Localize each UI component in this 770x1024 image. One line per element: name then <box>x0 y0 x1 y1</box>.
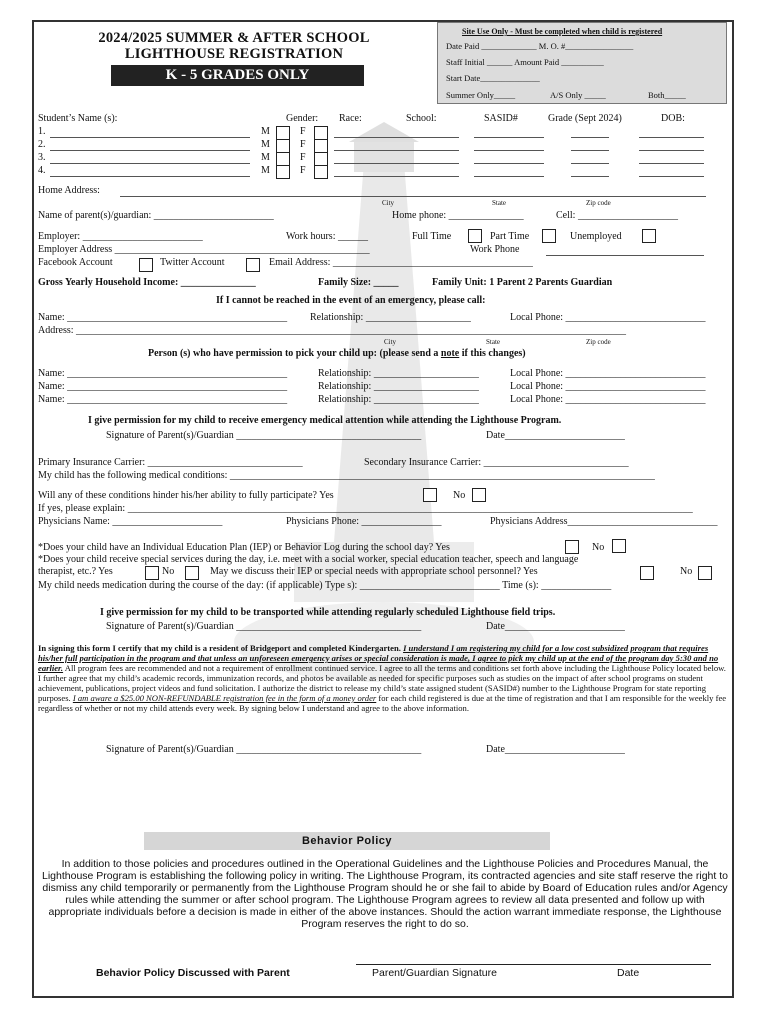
form-title-line2: LIGHTHOUSE REGISTRATION <box>124 46 344 62</box>
facebook-label: Facebook Account <box>38 257 113 268</box>
services-no-label: No <box>162 566 175 577</box>
pickup-name-field[interactable]: Name: ____________________________________________ <box>38 381 288 392</box>
male-checkbox[interactable] <box>276 139 290 153</box>
row-number: 2. <box>38 139 46 150</box>
female-label: F <box>300 165 306 176</box>
school-label: School: <box>406 113 437 124</box>
gender-label: Gender: <box>286 113 319 124</box>
dob-field[interactable] <box>639 176 704 177</box>
employer-field[interactable]: Employer: ________________________ <box>38 231 203 242</box>
student-name-field[interactable] <box>50 137 250 138</box>
transport-permission: I give permission for my child to be transported while attending regularly scheduled Lighthouse field trips. <box>100 607 556 618</box>
female-checkbox[interactable] <box>314 165 328 179</box>
sasid-field[interactable] <box>474 137 544 138</box>
emergency-address-field[interactable]: Address: ______________________________________________________________________________________________________________ <box>38 325 627 336</box>
dob-field[interactable] <box>639 163 704 164</box>
emergency-name-field[interactable]: Name: ____________________________________________ <box>38 312 288 323</box>
row-number: 3. <box>38 152 46 163</box>
summer-only-field[interactable]: Summer Only_____ <box>446 90 516 100</box>
services-no-checkbox[interactable] <box>185 566 199 580</box>
pickup-name-field[interactable]: Name: ____________________________________________ <box>38 394 288 405</box>
primary-insurance-field[interactable]: Primary Insurance Carrier: _______________________________ <box>38 457 303 468</box>
grade-field[interactable] <box>571 176 609 177</box>
grade-field[interactable] <box>571 163 609 164</box>
discuss-yes-checkbox[interactable] <box>640 566 654 580</box>
students-label: Student’s Name (s): <box>38 113 118 124</box>
grades-banner: K - 5 GRADES ONLY <box>111 65 364 86</box>
pickup-relationship-field[interactable]: Relationship: _____________________ <box>318 381 479 392</box>
city-caption: City <box>384 338 397 346</box>
site-use-box <box>437 22 727 104</box>
work-phone-label: Work Phone <box>470 244 520 255</box>
student-name-field[interactable] <box>50 176 250 177</box>
iep-no-label: No <box>592 542 605 553</box>
pickup-relationship-field[interactable]: Relationship: _____________________ <box>318 368 479 379</box>
sasid-field[interactable] <box>474 176 544 177</box>
unemployed-label: Unemployed <box>570 231 622 242</box>
female-checkbox[interactable] <box>314 152 328 166</box>
school-field[interactable] <box>334 150 459 151</box>
part-time-label: Part Time <box>490 231 530 242</box>
row-number: 1. <box>38 126 46 137</box>
start-date-field[interactable]: Start Date______________ <box>446 73 540 83</box>
full-time-checkbox[interactable] <box>468 229 482 243</box>
pickup-phone-field[interactable]: Local Phone: ____________________________ <box>510 381 706 392</box>
parent-signature-line[interactable] <box>356 964 711 965</box>
medical-conditions-field[interactable]: My child has the following medical conditions: _____________________________________________________________________________________ <box>38 470 655 481</box>
grade-label: Grade (Sept 2024) <box>548 113 622 124</box>
certification-paragraph: In signing this form I certify that my child is a resident of Bridgeport and completed Kindergarten. I understand I am registering my child for a low cost subsidized program that requires his/her full participation in the program and that unless an unforeseen emergency arises or special consideration is made, I agree to pick my child up at the end of the program day 5:30 and no earlier. All program fees are recommended and not a requirement of enrollment continued service. I agree to all the terms and conditions set forth above including the Lighthouse Policy located below. I further agree that my child’s academic records, immunization records, and photos be available as needed for specific purposes such as studies on the impact of after school programs on student achievement, publications, project videos and fund solicitation. I authorize the district to release my child’s state assigned student (SASID#) number to the Lighthouse Program for state reporting purposes. I am aware a $25.00 NON-REFUNDABLE registration fee in the form of a money order for each child registered is due at the time of registration and that I am responsible for the weekly fee regardless of whether or not my child attends every week. By signing below I understand and agree to the above information. <box>38 643 727 713</box>
row-number: 4. <box>38 165 46 176</box>
hinder-question: Will any of these conditions hinder his/her ability to fully participate? Yes <box>38 490 334 501</box>
medical-date-field[interactable]: Date________________________ <box>486 430 625 441</box>
iep-no-checkbox[interactable] <box>612 539 626 553</box>
dob-field[interactable] <box>639 137 704 138</box>
services-question: *Does your child receive special services during the day, i.e. meet with a social worker, special education teacher, speech and language <box>38 554 579 565</box>
explain-field[interactable]: If yes, please explain: _________________________________________________________________________________________________________________ <box>38 503 693 514</box>
grade-field[interactable] <box>571 137 609 138</box>
sasid-field[interactable] <box>474 150 544 151</box>
student-name-field[interactable] <box>50 150 250 151</box>
city-caption: City <box>382 199 395 207</box>
female-label: F <box>300 139 306 150</box>
parent-name-field[interactable]: Name of parent(s)/guardian: ________________________ <box>38 210 274 221</box>
state-caption: State <box>492 199 506 207</box>
dob-label: DOB: <box>661 113 685 124</box>
discuss-no-label: No <box>680 566 693 577</box>
grade-field[interactable] <box>571 150 609 151</box>
full-time-label: Full Time <box>412 231 452 242</box>
male-label: M <box>261 165 270 176</box>
registration-form <box>32 20 734 998</box>
twitter-checkbox[interactable] <box>246 258 260 272</box>
home-phone-field[interactable]: Home phone: _______________ <box>392 210 524 221</box>
email-field[interactable]: Email Address: ________________________________________ <box>269 257 533 268</box>
male-label: M <box>261 139 270 150</box>
pickup-phone-field[interactable]: Local Phone: ____________________________ <box>510 394 706 405</box>
race-label: Race: <box>339 113 362 124</box>
behavior-policy-heading: Behavior Policy <box>144 832 550 850</box>
medical-permission: I give permission for my child to receive emergency medical attention while attending the Lighthouse Program. <box>88 415 562 426</box>
female-checkbox[interactable] <box>314 139 328 153</box>
sasid-field[interactable] <box>474 163 544 164</box>
income-field[interactable]: Gross Yearly Household Income: _______________ <box>38 277 256 288</box>
part-time-checkbox[interactable] <box>542 229 556 243</box>
physician-address-field[interactable]: Physicians Address______________________________ <box>490 516 718 527</box>
family-unit-label: Family Unit: 1 Parent 2 Parents Guardian <box>432 277 613 288</box>
female-label: F <box>300 126 306 137</box>
transport-date-field[interactable]: Date________________________ <box>486 621 625 632</box>
twitter-label: Twitter Account <box>160 257 225 268</box>
site-use-title: Site Use Only - Must be completed when child is registered <box>462 27 663 36</box>
discuss-no-checkbox[interactable] <box>698 566 712 580</box>
cell-field[interactable]: Cell: ____________________ <box>556 210 678 221</box>
male-checkbox[interactable] <box>276 165 290 179</box>
male-label: M <box>261 152 270 163</box>
emergency-relationship-field[interactable]: Relationship: _____________________ <box>310 312 471 323</box>
pickup-phone-field[interactable]: Local Phone: ____________________________ <box>510 368 706 379</box>
certify-date-field[interactable]: Date________________________ <box>486 744 625 755</box>
unemployed-checkbox[interactable] <box>642 229 656 243</box>
physician-name-field[interactable]: Physicians Name: ______________________ <box>38 516 223 527</box>
emergency-phone-field[interactable]: Local Phone: ____________________________ <box>510 312 706 323</box>
transport-signature-field[interactable]: Signature of Parent(s)/Guardian _____________________________________ <box>106 621 422 632</box>
work-phone-field[interactable] <box>546 255 704 256</box>
as-only-field[interactable]: A/S Only _____ <box>550 90 606 100</box>
facebook-checkbox[interactable] <box>139 258 153 272</box>
parent-signature-label: Parent/Guardian Signature <box>372 967 497 979</box>
state-caption: State <box>486 338 500 346</box>
work-hours-field[interactable]: Work hours: ______ <box>286 231 368 242</box>
pickup-relationship-field[interactable]: Relationship: _____________________ <box>318 394 479 405</box>
staff-initial-field[interactable]: Staff Initial ______ Amount Paid __________ <box>446 57 604 67</box>
medical-signature-field[interactable]: Signature of Parent(s)/Guardian _____________________________________ <box>106 430 422 441</box>
female-checkbox[interactable] <box>314 126 328 140</box>
school-field[interactable] <box>334 137 459 138</box>
zip-caption: Zip code <box>586 199 611 207</box>
therapist-question: therapist, etc.? Yes <box>38 566 113 577</box>
home-address-field[interactable] <box>120 196 706 197</box>
certify-signature-field[interactable]: Signature of Parent(s)/Guardian _____________________________________ <box>106 744 422 755</box>
dob-field[interactable] <box>639 150 704 151</box>
female-label: F <box>300 152 306 163</box>
date-label: Date <box>617 967 640 979</box>
sasid-label: SASID# <box>484 113 518 124</box>
male-checkbox[interactable] <box>276 152 290 166</box>
policy-discussed-label: Behavior Policy Discussed with Parent <box>96 967 290 979</box>
both-field[interactable]: Both_____ <box>648 90 686 100</box>
student-name-field[interactable] <box>50 163 250 164</box>
emergency-heading: If I cannot be reached in the event of an emergency, please call: <box>216 295 486 306</box>
pickup-name-field[interactable]: Name: ____________________________________________ <box>38 368 288 379</box>
secondary-insurance-field[interactable]: Secondary Insurance Carrier: _____________________________ <box>364 457 629 468</box>
medication-field[interactable]: My child needs medication during the course of the day: (if applicable) Type s): ____________________________ Time (s): ______________ <box>38 580 612 591</box>
zip-caption: Zip code <box>586 338 611 346</box>
male-checkbox[interactable] <box>276 126 290 140</box>
date-paid-field[interactable]: Date Paid _____________ M. O. #________________ <box>446 41 634 51</box>
iep-question: *Does your child have an Individual Education Plan (IEP) or Behavior Log during the school day? Yes <box>38 542 450 553</box>
school-field[interactable] <box>334 163 459 164</box>
hinder-no-label: No <box>453 490 466 501</box>
hinder-yes-checkbox[interactable] <box>423 488 437 502</box>
family-size-field[interactable]: Family Size: _____ <box>318 277 399 288</box>
home-address-label: Home Address: <box>38 185 100 196</box>
discuss-question: May we discuss their IEP or special needs with appropriate school personnel? Yes <box>210 566 538 577</box>
behavior-policy-text: In addition to those policies and procedures outlined in the Operational Guidelines and the Lighthouse Policies and Procedures Manual, the Lighthouse Program is establishing the following policy in writing. The Lighthouse Program, its contracted agencies and site staff reserve the right to dismiss any child temporarily or permanently from the Lighthouse Program should he or she fail to abide by Board of Education rules and/or Agency rules while attending the summer or after school program. The Lighthouse Program agrees to review all data presented and follow up with appropriate individuals before a decision is made in either of the above instances. Should the action warrant immediate response, the Lighthouse Program reserves the right to do so. <box>42 858 728 930</box>
services-yes-checkbox[interactable] <box>145 566 159 580</box>
employer-address-field[interactable]: Employer Address ___________________________________________________ <box>38 244 370 255</box>
form-title-line1: 2024/2025 SUMMER & AFTER SCHOOL <box>98 30 370 46</box>
male-label: M <box>261 126 270 137</box>
iep-yes-checkbox[interactable] <box>565 540 579 554</box>
physician-phone-field[interactable]: Physicians Phone: ________________ <box>286 516 442 527</box>
pickup-heading: Person (s) who have permission to pick your child up: (please send a note if this changes) <box>148 348 526 359</box>
hinder-no-checkbox[interactable] <box>472 488 486 502</box>
school-field[interactable] <box>334 176 459 177</box>
